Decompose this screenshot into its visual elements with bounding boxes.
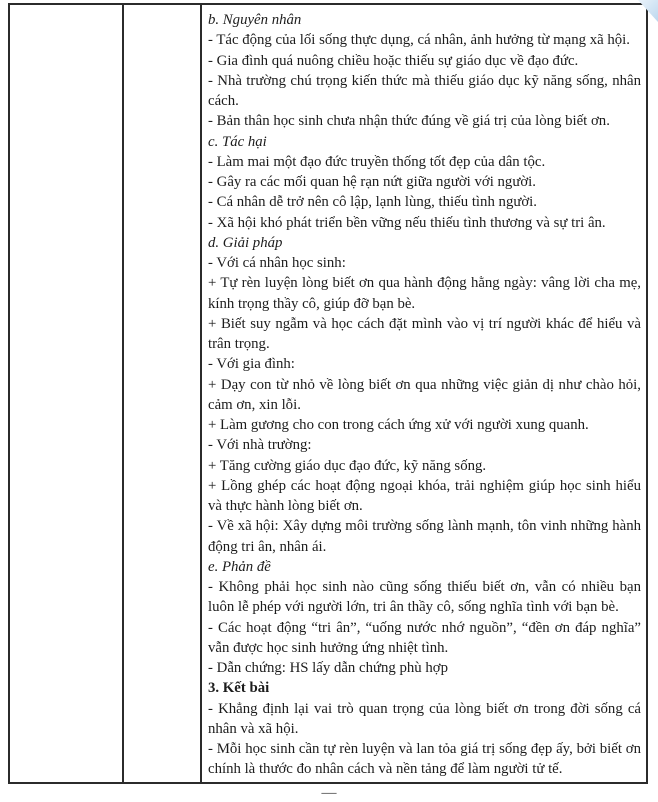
outline-paragraph-22: - Không phải học sinh nào cũng sống thiếu biết ơn, vẫn có nhiều bạn luôn lễ phép với người lớn, tri ân thầy cô, sống nghĩa tình với bạn bè. — [208, 579, 641, 616]
outline-paragraph-8: - Cá nhân dễ trở nên cô lập, lạnh lùng, thiếu tình người. — [208, 194, 537, 211]
outline-paragraph-10: d. Giải pháp — [208, 234, 283, 251]
outline-paragraph-21: e. Phản đề — [208, 558, 271, 575]
outline-paragraph-12: + Tự rèn luyện lòng biết ơn qua hành động hằng ngày: vâng lời cha mẹ, kính trọng thầy cô, giúp đỡ bạn bè. — [208, 275, 641, 312]
outline-paragraph-3: - Nhà trường chú trọng kiến thức mà thiếu giáo dục kỹ năng sống, nhân cách. — [208, 72, 641, 109]
table-cell-left — [10, 5, 124, 782]
outline-paragraph-17: - Với nhà trường: — [208, 437, 312, 454]
outline-paragraph-0: b. Nguyên nhân — [208, 12, 302, 28]
outline-paragraph-2: - Gia đình quá nuông chiều hoặc thiếu sự giáo dục về đạo đức. — [208, 52, 579, 69]
footer-dash: — — [321, 785, 337, 801]
outline-paragraph-27: - Mỗi học sinh cần tự rèn luyện và lan tỏa giá trị sống đẹp ấy, bởi biết ơn chính là thước đo nhân cách và nền tảng để làm người tử tế. — [208, 741, 641, 778]
outline-paragraph-7: - Gây ra các mối quan hệ rạn nứt giữa người với người. — [208, 174, 536, 190]
outline-paragraph-4: - Bản thân học sinh chưa nhận thức đúng về giá trị của lòng biết ơn. — [208, 113, 610, 130]
outline-paragraph-13: + Biết suy ngẫm và học cách đặt mình vào vị trí người khác để hiểu và trân trọng. — [208, 315, 641, 352]
outline-paragraph-14: - Với gia đình: — [208, 356, 295, 373]
outline-paragraph-23: - Các hoạt động “tri ân”, “uống nước nhớ nguồn”, “đền ơn đáp nghĩa” vẫn được học sinh hưởng ứng nhiệt tình. — [208, 619, 641, 656]
outline-paragraph-5: c. Tác hại — [208, 133, 267, 150]
outline-paragraph-25: 3. Kết bài — [208, 680, 270, 697]
outline-paragraph-16: + Làm gương cho con trong cách ứng xử với người xung quanh. — [208, 417, 589, 433]
outline-paragraph-19: + Lồng ghép các hoạt động ngoại khóa, trải nghiệm giúp học sinh hiểu và thực hành lòng biết ơn. — [208, 477, 641, 514]
outline-paragraph-11: - Với cá nhân học sinh: — [208, 255, 346, 271]
outline-paragraph-6: - Làm mai một đạo đức truyền thống tốt đẹp của dân tộc. — [208, 153, 546, 170]
outline-table — [8, 3, 648, 784]
content-cell — [202, 5, 646, 782]
outline-paragraph-1: - Tác động của lối sống thực dụng, cá nhân, ảnh hưởng từ mạng xã hội. — [208, 32, 630, 49]
outline-paragraph-9: - Xã hội khó phát triển bền vững nếu thiếu tình thương và sự tri ân. — [208, 214, 606, 231]
outline-paragraph-20: - Về xã hội: Xây dựng môi trường sống lành mạnh, tôn vinh những hành động tri ân, nhân ái. — [208, 518, 641, 555]
outline-paragraph-26: - Khẳng định lại vai trò quan trọng của lòng biết ơn trong đời sống cá nhân và xã hội. — [208, 700, 641, 737]
outline-paragraph-24: - Dẫn chứng: HS lấy dẫn chứng phù hợp — [208, 660, 449, 676]
table-cell-middle — [124, 5, 202, 782]
outline-paragraph-15: + Dạy con từ nhỏ về lòng biết ơn qua những việc giản dị như chào hỏi, cảm ơn, xin lỗi. — [208, 376, 641, 413]
outline-paragraph-18: + Tăng cường giáo dục đạo đức, kỹ năng sống. — [208, 457, 487, 474]
